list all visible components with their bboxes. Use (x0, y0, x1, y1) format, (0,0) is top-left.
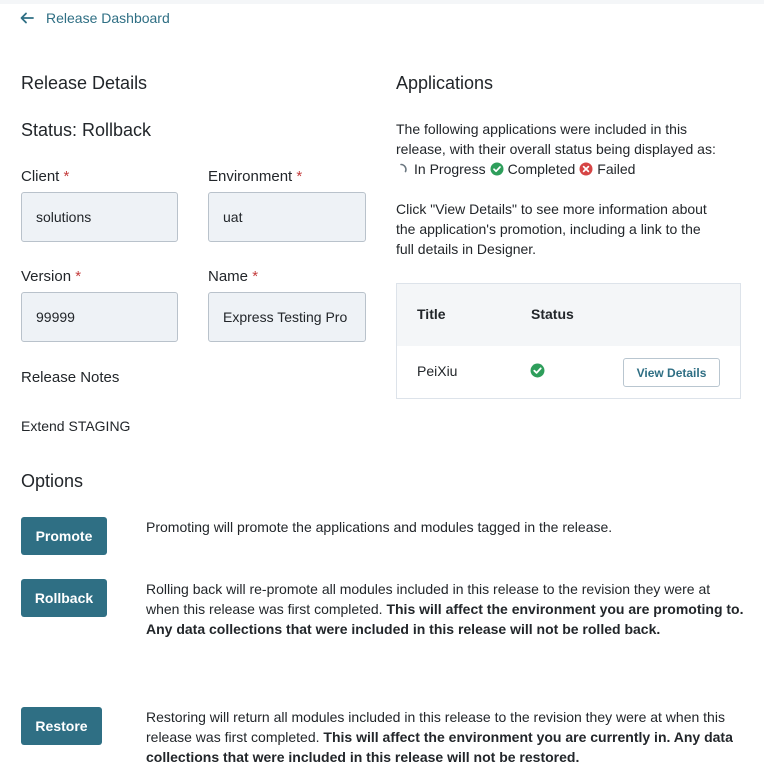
view-details-button[interactable]: View Details (623, 358, 720, 387)
applications-table (396, 283, 741, 399)
applications-intro: The following applications were included in this release, with their overall status being displayed as: In Progress Completed Failed (396, 121, 716, 177)
top-bar (0, 0, 764, 4)
col-status-header: Status (531, 306, 574, 322)
name-field[interactable]: Express Testing Pro (208, 292, 366, 342)
environment-label: Environment * (208, 168, 303, 185)
name-label: Name * (208, 268, 259, 285)
legend-failed: Failed (579, 159, 635, 179)
restore-description: Restoring will return all modules included in this release to the revision they were at when this release was first completed. This will affect the environment you are currently in. Any data collections that were included in this release will not be restored. (146, 709, 733, 765)
arrow-left-icon (20, 11, 34, 25)
legend-completed: Completed (490, 159, 576, 179)
promote-button[interactable]: Promote (21, 517, 107, 555)
client-field[interactable]: solutions (21, 192, 178, 242)
version-field[interactable]: 99999 (21, 292, 178, 342)
col-title-header: Title (417, 306, 446, 322)
rollback-description: Rolling back will re-promote all modules included in this release to the revision they were at when this release was first completed. This will affect the environment you are promoting to. Any data collections that were included in this release will not be rolled back. (146, 581, 744, 637)
check-circle-icon (490, 162, 504, 176)
client-label: Client * (21, 168, 70, 185)
release-details-heading: Release Details (21, 73, 148, 93)
status-text: Status: Rollback (21, 120, 152, 140)
promote-description: Promoting will promote the applications and modules tagged in the release. (146, 519, 613, 535)
check-circle-icon (530, 363, 545, 378)
applications-help: Click "View Details" to see more information about the application's promotion, including a link to the full details in Designer. (396, 201, 707, 257)
environment-field[interactable]: uat (208, 192, 366, 242)
row-title: PeiXiu (417, 363, 458, 379)
options-heading: Options (21, 471, 84, 491)
release-notes-label: Release Notes (21, 369, 120, 386)
applications-heading: Applications (396, 73, 494, 93)
legend-in-progress: In Progress (396, 159, 486, 179)
release-notes-value: Extend STAGING (21, 418, 131, 434)
back-link-label: Release Dashboard (46, 10, 170, 26)
back-link[interactable] (20, 10, 170, 26)
restore-button[interactable]: Restore (21, 707, 102, 745)
x-circle-icon (579, 162, 593, 176)
rollback-button[interactable]: Rollback (21, 579, 107, 617)
spinner-icon (396, 162, 410, 176)
version-label: Version * (21, 268, 82, 285)
table-header (397, 284, 740, 346)
